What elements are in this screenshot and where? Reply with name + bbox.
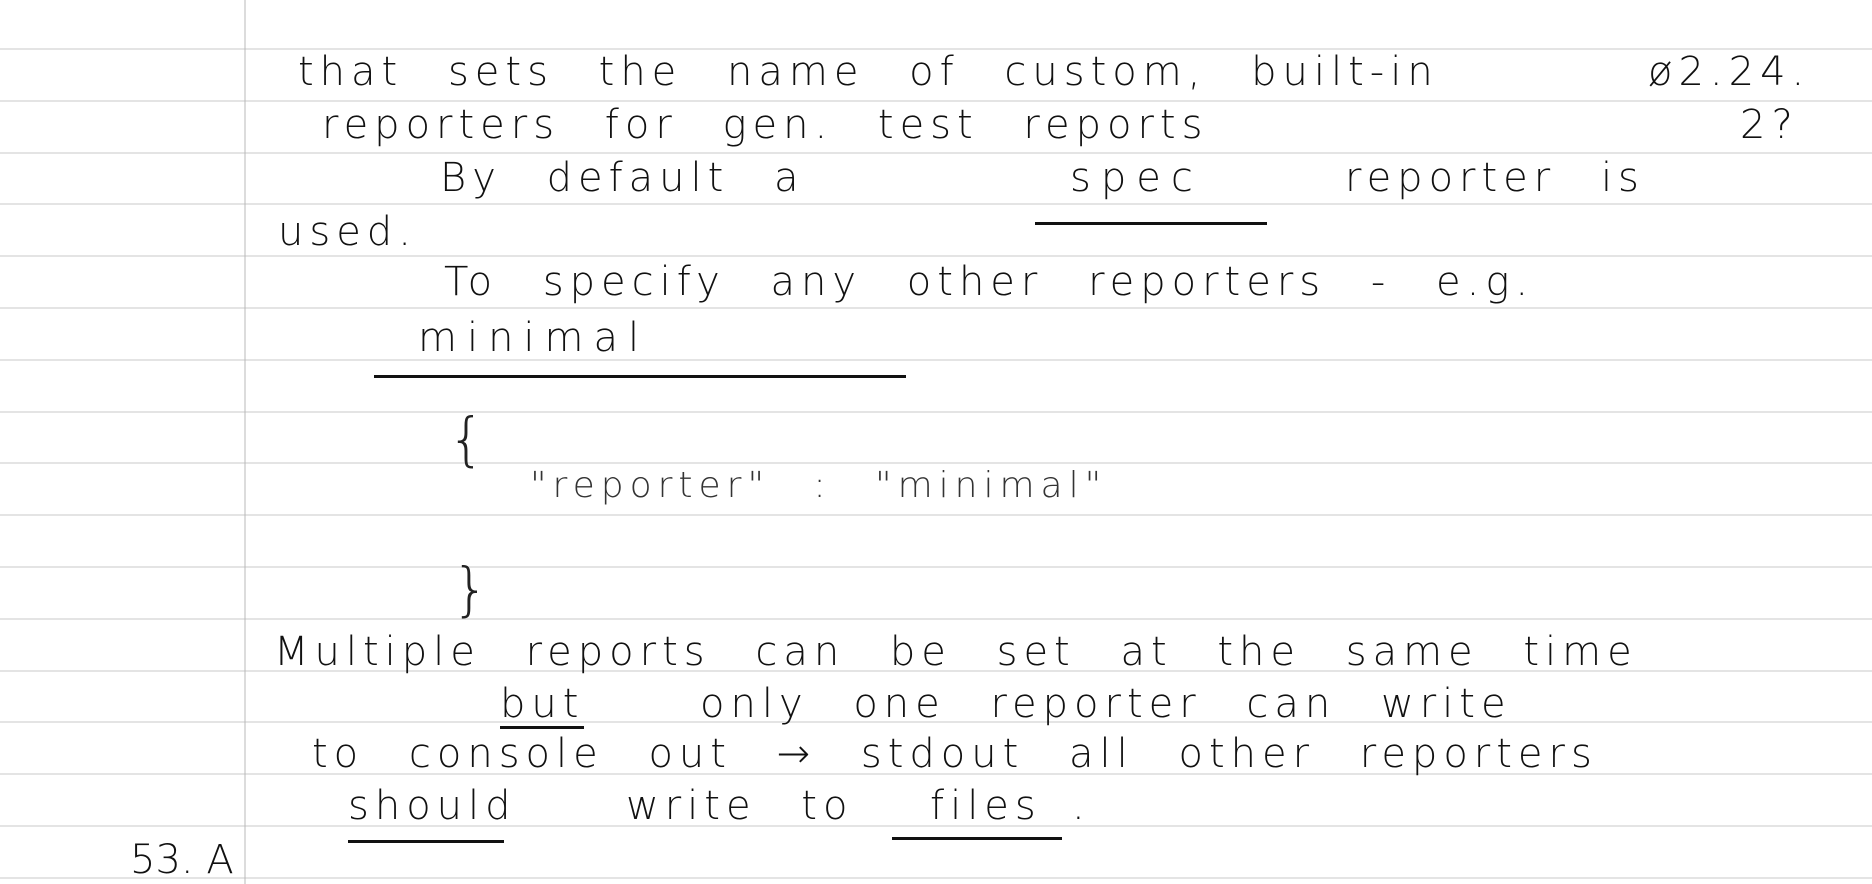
files-underline xyxy=(892,837,1062,840)
page-reference: ø2.24. xyxy=(1648,49,1811,95)
note-line-2: reporters for gen. test reports xyxy=(322,102,1209,148)
json-example: "reporter" : "minimal" xyxy=(530,465,1108,506)
minimal-underline xyxy=(374,375,906,378)
files-term: files xyxy=(930,783,1042,829)
brace-close: } xyxy=(452,555,489,623)
spec-underline xyxy=(1035,222,1267,225)
minimal-term: minimal xyxy=(418,315,650,361)
note-line-6: Multiple reports can be set at the same time xyxy=(274,629,1638,675)
but-term: but xyxy=(500,681,585,727)
spec-term: spec xyxy=(1070,155,1203,201)
note-line-8: to console out → stdout all other reporters xyxy=(312,731,1598,777)
write-to-text: write to xyxy=(626,783,854,829)
note-line-3a: By default a xyxy=(440,155,805,201)
margin-number: 53. A xyxy=(130,837,234,883)
should-term: should xyxy=(348,783,517,829)
brace-open: { xyxy=(448,405,485,473)
note-line-1: that sets the name of custom, built-in xyxy=(298,49,1439,95)
note-line-5: To specify any other reporters - e.g. xyxy=(444,259,1535,305)
final-period: . xyxy=(1072,783,1085,829)
page-reference-2: 2? xyxy=(1740,102,1799,148)
note-line-3b: reporter is xyxy=(1345,155,1645,201)
should-underline xyxy=(348,840,504,843)
note-line-7b: only one reporter can write xyxy=(700,681,1512,727)
note-line-4: used. xyxy=(278,209,417,255)
